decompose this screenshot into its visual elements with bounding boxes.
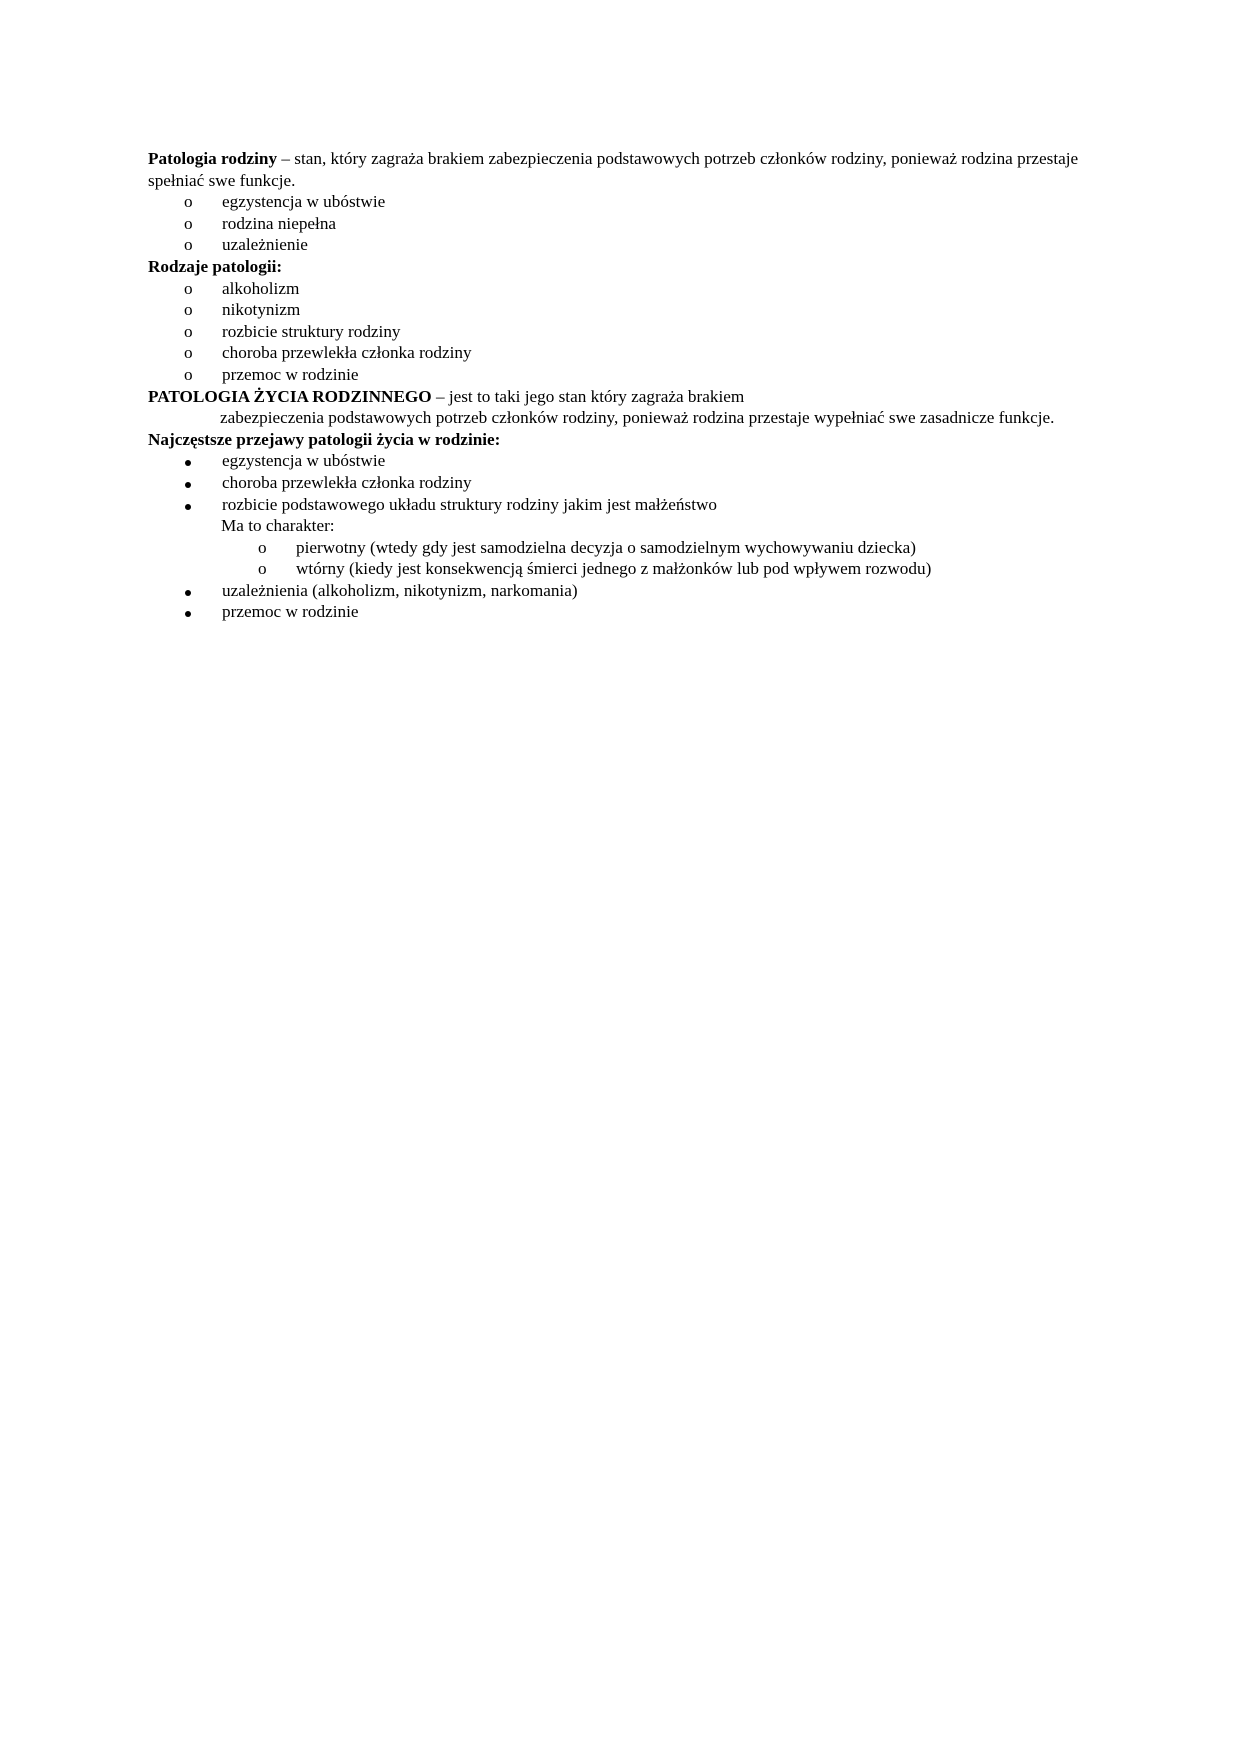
bullet-dot-icon xyxy=(184,601,204,623)
list-item-text: uzależnienia (alkoholizm, nikotynizm, narkomania) xyxy=(222,580,578,600)
list-forms xyxy=(148,191,1098,256)
list-item-text: nikotynizm xyxy=(222,300,301,320)
bullet-dot-icon xyxy=(184,450,204,472)
list-item xyxy=(148,213,1098,235)
list-item xyxy=(148,278,1098,300)
list-note-text: Ma to charakter: xyxy=(221,516,335,536)
list-item xyxy=(148,472,1098,494)
circle-bullet-icon: o xyxy=(258,559,267,579)
circle-bullet-icon: o xyxy=(184,364,193,384)
list-item xyxy=(148,494,1098,516)
circle-bullet-icon: o xyxy=(258,537,267,557)
circle-bullet-icon: o xyxy=(184,192,193,212)
document-content xyxy=(148,148,1098,623)
definition-text: – stan, który zagraża brakiem zabezpieczenia podstawowych potrzeb członków rodziny, ponieważ rodzina przestaje spełniać swe funkcje. xyxy=(148,149,1079,190)
definition-continuation: zabezpieczenia podstawowych potrzeb członków rodziny, ponieważ rodzina przestaje wypełniać swe zasadnicze funkcje. xyxy=(220,408,1055,428)
list-item-text: alkoholizm xyxy=(222,278,300,298)
list-item-text: rozbicie struktury rodziny xyxy=(222,321,401,341)
definition-term: Patologia rodziny xyxy=(148,149,278,168)
list-manifestations xyxy=(148,450,1098,623)
list-item-text: przemoc w rodzinie xyxy=(222,364,359,384)
circle-bullet-icon: o xyxy=(184,278,193,298)
circle-bullet-icon: o xyxy=(184,321,193,341)
circle-bullet-icon: o xyxy=(184,213,193,233)
list-item-text: egzystencja w ubóstwie xyxy=(222,192,386,212)
bullet-dot-icon xyxy=(184,494,204,516)
circle-bullet-icon: o xyxy=(184,300,193,320)
list-item xyxy=(148,299,1098,321)
list-item xyxy=(148,450,1098,472)
list-item xyxy=(148,234,1098,256)
sub-list-item-text: wtórny (kiedy jest konsekwencją śmierci jednego z małżonków lub pod wpływem rozwodu) xyxy=(296,559,932,579)
list-item xyxy=(148,580,1098,602)
list-item-text: przemoc w rodzinie xyxy=(222,602,359,622)
list-item xyxy=(148,191,1098,213)
bullet-dot-icon xyxy=(184,580,204,602)
list-item xyxy=(148,321,1098,343)
circle-bullet-icon: o xyxy=(184,343,193,363)
list-item-text: rodzina niepełna xyxy=(222,213,337,233)
sub-list-item xyxy=(148,537,1098,559)
list-types xyxy=(148,278,1098,386)
sub-list-item-text: pierwotny (wtedy gdy jest samodzielna decyzja o samodzielnym wychowywaniu dziecka) xyxy=(296,537,916,557)
list-item-text: rozbicie podstawowego układu struktury rodziny jakim jest małżeństwo xyxy=(222,494,717,514)
definition-text: – jest to taki jego stan który zagraża brakiem xyxy=(431,386,745,406)
list-item-text: egzystencja w ubóstwie xyxy=(222,451,386,471)
circle-bullet-icon: o xyxy=(184,235,193,255)
definition-term: PATOLOGIA ŻYCIA RODZINNEGO xyxy=(148,386,432,406)
list-item-text: uzależnienie xyxy=(222,235,308,255)
bullet-dot-icon xyxy=(184,472,204,494)
definition-patologia-rodziny xyxy=(148,148,1098,191)
list-item-text: choroba przewlekła członka rodziny xyxy=(222,472,472,492)
list-item xyxy=(148,364,1098,386)
list-item-note xyxy=(148,515,1098,537)
list-item-text: choroba przewlekła członka rodziny xyxy=(222,343,472,363)
list-item xyxy=(148,601,1098,623)
list-item xyxy=(148,342,1098,364)
sub-list-item xyxy=(148,558,1098,580)
definition-patologia-zycia-rodzinnego xyxy=(148,386,1098,408)
heading-przejawy-patologii: Najczęstsze przejawy patologii życia w rodzinie: xyxy=(148,429,501,449)
heading-rodzaje-patologii: Rodzaje patologii: xyxy=(148,256,283,276)
